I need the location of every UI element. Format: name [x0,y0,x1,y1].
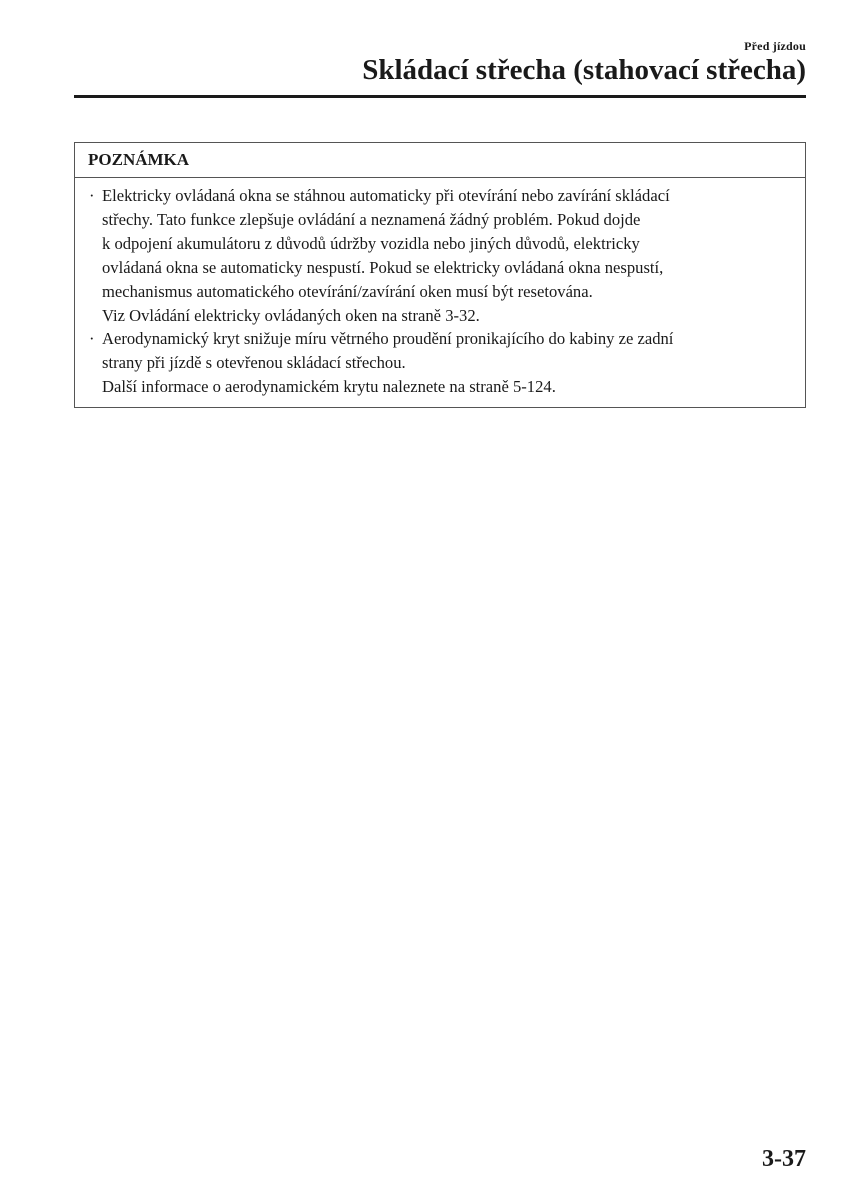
page-number: 3-37 [762,1146,806,1172]
note-line: Aerodynamický kryt snižuje míru větrného proudění pronikajícího do kabiny ze zadní [102,329,674,349]
bullet-icon: · [89,186,95,205]
note-line: Viz Ovládání elektricky ovládaných oken na straně 3-32. [102,305,480,325]
note-line: střechy. Tato funkce zlepšuje ovládání a neznamená žádný problém. Pokud dojde [102,209,641,229]
page-title: Skládací střecha (stahovací střecha) [362,54,806,86]
note-item [89,184,793,327]
note-line: strany při jízdě s otevřenou skládací střechou. [102,353,406,373]
note-line: ovládaná okna se automaticky nespustí. Pokud se elektricky ovládaná okna nespustí, [102,257,664,277]
bullet-icon: · [89,329,95,349]
note-line: mechanismus automatického otevírání/zavírání oken musí být resetována. [102,281,593,301]
note-box [74,142,806,408]
note-heading: POZNÁMKA [75,143,805,178]
title-rule [74,95,806,98]
note-line: Elektricky ovládaná okna se stáhnou automaticky při otevírání nebo zavírání skládací [102,186,670,205]
note-body [75,178,805,407]
note-line: Další informace o aerodynamickém krytu naleznete na straně 5-124. [102,377,556,397]
section-label: Před jízdou [744,39,806,53]
note-item [89,327,793,399]
note-line: k odpojení akumulátoru z důvodů údržby vozidla nebo jiných důvodů, elektricky [102,233,640,253]
